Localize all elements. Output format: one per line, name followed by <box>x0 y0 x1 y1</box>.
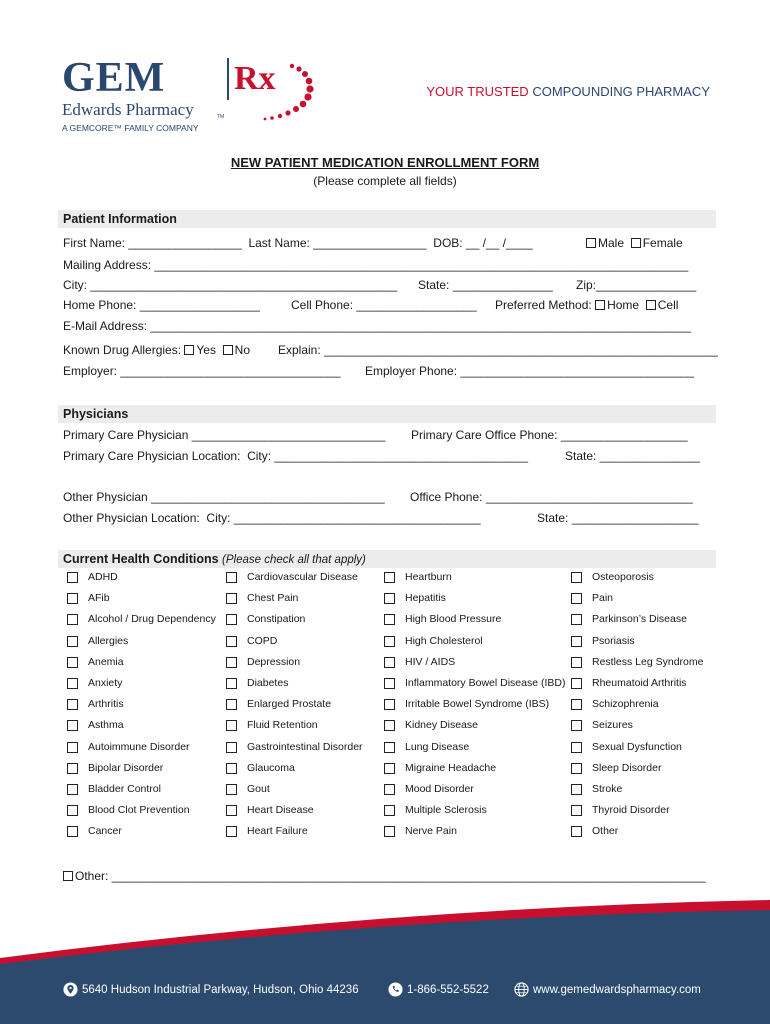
phone-icon <box>388 982 403 997</box>
condition-label: Thyroid Disorder <box>592 804 670 817</box>
other-state-field[interactable]: State: ___________________ <box>537 511 699 525</box>
physicians-section-title: Physicians <box>63 407 129 421</box>
home-phone-field[interactable]: Home Phone: __________________ <box>63 298 260 312</box>
female-checkbox[interactable] <box>631 238 641 248</box>
logo-subtitle: Edwards Pharmacy <box>62 100 194 119</box>
mailing-address-field[interactable]: Mailing Address: ________________________________________________________________________________ <box>63 258 689 272</box>
physicians-section-bar <box>58 405 716 423</box>
condition-checkbox[interactable] <box>571 678 582 689</box>
condition-label: Enlarged Prostate <box>247 698 332 711</box>
tagline <box>426 84 710 99</box>
location-pin-icon <box>63 982 78 997</box>
condition-checkbox[interactable] <box>67 720 78 731</box>
condition-checkbox[interactable] <box>571 572 582 583</box>
condition-label: Chest Pain <box>247 592 299 605</box>
condition-label: Restless Leg Syndrome <box>592 655 704 668</box>
condition-checkbox[interactable] <box>384 784 395 795</box>
pcp-location-field[interactable]: Primary Care Physician Location: City: ______________________________________ <box>63 449 529 463</box>
globe-icon <box>514 982 529 997</box>
condition-label: AFib <box>88 592 110 605</box>
sex-options <box>586 236 683 250</box>
condition-checkbox[interactable] <box>226 805 237 816</box>
condition-label: Diabetes <box>247 677 289 689</box>
condition-checkbox[interactable] <box>571 805 582 816</box>
condition-checkbox[interactable] <box>384 593 395 604</box>
form-title: NEW PATIENT MEDICATION ENROLLMENT FORM <box>230 155 540 170</box>
condition-label: Arthritis <box>88 698 124 711</box>
condition-checkbox[interactable] <box>571 614 582 625</box>
condition-checkbox[interactable] <box>226 678 237 689</box>
logo-trademark: TM <box>217 114 225 120</box>
condition-label: Migraine Headache <box>405 761 497 774</box>
footer-address <box>63 982 359 997</box>
condition-checkbox[interactable] <box>384 657 395 668</box>
condition-label: Anxiety <box>88 677 123 689</box>
male-checkbox[interactable] <box>586 238 596 248</box>
allergies-no-label: No <box>234 343 250 357</box>
condition-checkbox[interactable] <box>226 657 237 668</box>
allergies-yes-checkbox[interactable] <box>184 345 194 355</box>
tagline-highlight: YOUR TRUSTED <box>426 84 529 99</box>
condition-checkbox[interactable] <box>226 572 237 583</box>
pcp-field[interactable]: Primary Care Physician _____________________________ <box>63 428 386 442</box>
condition-checkbox[interactable] <box>384 699 395 710</box>
condition-checkbox[interactable] <box>571 636 582 647</box>
condition-checkbox[interactable] <box>67 657 78 668</box>
employer-field[interactable]: Employer: _________________________________ <box>63 364 341 378</box>
condition-checkbox[interactable] <box>384 720 395 731</box>
condition-label: Schizophrenia <box>592 698 659 711</box>
condition-label: Multiple Sclerosis <box>405 804 487 817</box>
allergies-line <box>63 343 253 357</box>
condition-checkbox[interactable] <box>571 763 582 774</box>
condition-label: HIV / AIDS <box>405 655 456 668</box>
condition-label: Heart Failure <box>247 825 308 838</box>
condition-label: Stroke <box>592 783 623 795</box>
male-label: Male <box>598 236 625 250</box>
condition-checkbox[interactable] <box>226 699 237 710</box>
preferred-method-label: Preferred Method: <box>495 298 592 312</box>
condition-checkbox[interactable] <box>571 657 582 668</box>
condition-checkbox[interactable] <box>571 784 582 795</box>
logo-rx-text: Rx <box>234 60 276 97</box>
condition-checkbox[interactable] <box>571 826 582 837</box>
condition-checkbox[interactable] <box>67 805 78 816</box>
condition-label: ADHD <box>88 571 118 583</box>
condition-label: Sexual Dysfunction <box>592 740 682 753</box>
condition-checkbox[interactable] <box>226 742 237 753</box>
condition-checkbox[interactable] <box>226 720 237 731</box>
footer-website[interactable] <box>514 982 701 997</box>
condition-checkbox[interactable] <box>67 763 78 774</box>
condition-checkbox[interactable] <box>384 636 395 647</box>
condition-label: COPD <box>247 634 278 647</box>
conditions-section-title <box>63 552 366 566</box>
patient-section-title: Patient Information <box>63 212 177 226</box>
condition-label: Anemia <box>88 655 124 668</box>
pcp-phone-field[interactable]: Primary Care Office Phone: ___________________ <box>411 428 688 442</box>
conditions-note: (Please check all that apply) <box>222 554 366 566</box>
condition-label: Heartburn <box>405 571 452 583</box>
condition-label: Parkinson’s Disease <box>592 613 687 626</box>
condition-checkbox[interactable] <box>226 826 237 837</box>
condition-label: Heart Disease <box>247 804 314 817</box>
condition-label: Irritable Bowel Syndrome (IBS) <box>405 698 550 711</box>
footer-address-text: 5640 Hudson Industrial Parkway, Hudson, Ohio 44236 <box>82 984 359 996</box>
condition-label: Hepatitis <box>405 592 446 605</box>
pref-home-label: Home <box>607 298 640 312</box>
condition-checkbox[interactable] <box>384 763 395 774</box>
female-label: Female <box>642 236 683 250</box>
state-field[interactable]: State: _______________ <box>418 278 553 292</box>
header <box>0 0 770 150</box>
logo-dots-icon <box>212 58 322 128</box>
condition-checkbox[interactable] <box>571 593 582 604</box>
condition-label: Depression <box>247 655 301 668</box>
condition-label: High Blood Pressure <box>405 613 502 626</box>
employer-phone-field[interactable]: Employer Phone: ___________________________________ <box>365 364 694 378</box>
condition-checkbox[interactable] <box>67 593 78 604</box>
condition-label: Gastrointestinal Disorder <box>247 740 363 753</box>
condition-checkbox[interactable] <box>67 678 78 689</box>
condition-checkbox[interactable] <box>384 678 395 689</box>
condition-label: Autoimmune Disorder <box>88 740 190 753</box>
condition-label: Lung Disease <box>405 740 470 753</box>
cell-phone-field[interactable]: Cell Phone: __________________ <box>291 298 477 312</box>
conditions-heading: Current Health Conditions <box>63 552 219 566</box>
footer-website-text: www.gemedwardspharmacy.com <box>533 984 701 996</box>
condition-checkbox[interactable] <box>226 636 237 647</box>
email-field[interactable]: E-Mail Address: _________________________________________________________________________________ <box>63 319 691 333</box>
allergies-label: Known Drug Allergies: <box>63 343 182 357</box>
condition-checkbox[interactable] <box>67 636 78 647</box>
pref-home-checkbox[interactable] <box>595 300 605 310</box>
condition-label: Allergies <box>88 634 129 647</box>
condition-checkbox[interactable] <box>384 614 395 625</box>
allergies-no-checkbox[interactable] <box>223 345 233 355</box>
condition-label: Alcohol / Drug Dependency <box>88 613 216 626</box>
condition-checkbox[interactable] <box>384 572 395 583</box>
condition-checkbox[interactable] <box>226 614 237 625</box>
condition-checkbox[interactable] <box>226 763 237 774</box>
footer-phone[interactable] <box>388 982 489 997</box>
condition-checkbox[interactable] <box>226 784 237 795</box>
logo-gem-text: GEM <box>62 55 166 101</box>
condition-label: Pain <box>592 592 614 605</box>
condition-checkbox[interactable] <box>571 720 582 731</box>
condition-checkbox[interactable] <box>67 784 78 795</box>
allergies-yes-label: Yes <box>196 343 216 357</box>
condition-checkbox[interactable] <box>571 699 582 710</box>
condition-checkbox[interactable] <box>384 805 395 816</box>
condition-label: Nerve Pain <box>405 825 457 838</box>
footer-background <box>0 880 770 1024</box>
zip-field[interactable]: Zip:_______________ <box>576 278 697 292</box>
condition-checkbox[interactable] <box>67 572 78 583</box>
city-field[interactable]: City: ______________________________________________ <box>63 278 398 292</box>
condition-label: Seizures <box>592 719 633 732</box>
other-physician-field[interactable]: Other Physician ___________________________________ <box>63 490 385 504</box>
other-condition-text: Other: _________________________________________________________________________________________ <box>75 869 706 883</box>
other-office-phone-field[interactable]: Office Phone: _______________________________ <box>410 490 693 504</box>
condition-label: Osteoporosis <box>592 571 654 583</box>
gem-logo <box>62 55 322 138</box>
condition-label: Psoriasis <box>592 634 635 647</box>
condition-label: Other <box>592 825 619 838</box>
condition-checkbox[interactable] <box>67 742 78 753</box>
condition-checkbox[interactable] <box>67 826 78 837</box>
tagline-rest: COMPOUNDING PHARMACY <box>528 84 710 99</box>
pcp-state-field[interactable]: State: _______________ <box>565 449 700 463</box>
condition-label: Cardiovascular Disease <box>247 571 358 583</box>
pref-cell-checkbox[interactable] <box>646 300 656 310</box>
name-dob-text: First Name: _________________ Last Name: _________________ DOB: __ /__ /____ <box>63 236 533 250</box>
name-dob-line[interactable] <box>63 236 533 250</box>
condition-label: Glaucoma <box>247 761 295 774</box>
condition-label: Cancer <box>88 825 122 838</box>
condition-checkbox[interactable] <box>384 742 395 753</box>
condition-label: Rheumatoid Arthritis <box>592 677 687 689</box>
allergies-explain-field[interactable]: Explain: ___________________________________________________________ <box>278 343 718 357</box>
condition-label: Bipolar Disorder <box>88 761 164 774</box>
condition-checkbox[interactable] <box>571 742 582 753</box>
condition-label: Bladder Control <box>88 783 161 795</box>
condition-label: Gout <box>247 783 270 795</box>
condition-label: Kidney Disease <box>405 719 478 732</box>
condition-label: Constipation <box>247 613 306 626</box>
logo-family-line: A GEMCORE™ FAMILY COMPANY <box>62 123 199 133</box>
condition-checkbox[interactable] <box>384 826 395 837</box>
condition-checkbox[interactable] <box>67 699 78 710</box>
pref-cell-label: Cell <box>657 298 679 312</box>
condition-label: Fluid Retention <box>247 719 318 732</box>
condition-label: Sleep Disorder <box>592 761 662 774</box>
form-subtitle: (Please complete all fields) <box>313 174 457 188</box>
condition-label: Asthma <box>88 719 124 732</box>
condition-label: Inflammatory Bowel Disease (IBD) <box>405 677 566 689</box>
footer-phone-text: 1-866-552-5522 <box>407 984 489 996</box>
condition-checkbox[interactable] <box>67 614 78 625</box>
condition-label: High Cholesterol <box>405 634 483 647</box>
condition-checkbox[interactable] <box>226 593 237 604</box>
condition-label: Blood Clot Prevention <box>88 804 190 817</box>
condition-label: Mood Disorder <box>405 783 474 795</box>
preferred-method <box>495 298 678 312</box>
other-location-field[interactable]: Other Physician Location: City: _____________________________________ <box>63 511 481 525</box>
